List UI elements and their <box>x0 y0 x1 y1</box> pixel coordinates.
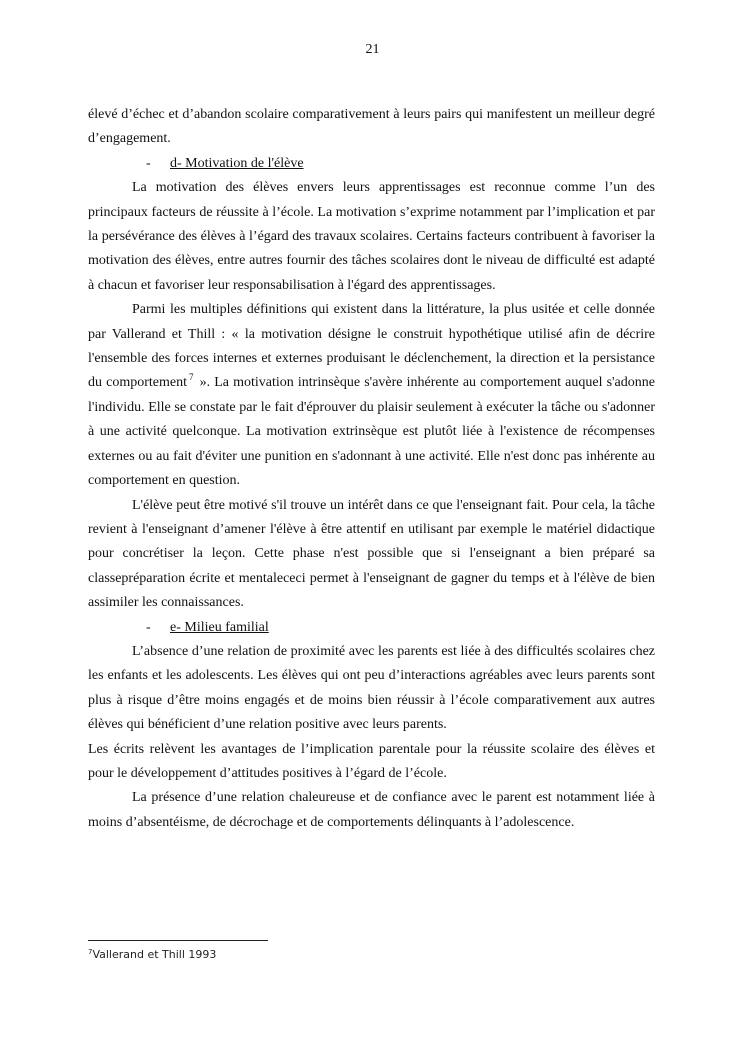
heading-dash: - <box>146 619 151 635</box>
footnote-text: Vallerand et Thill 1993 <box>92 948 217 961</box>
footnote-reference[interactable]: 7 <box>188 372 194 383</box>
paragraph-family-1: L’absence d’une relation de proximité avec les parents est liée à des difficultés scolaires chez les enfants et les adolescents. Les élèves qui ont peu d’interactions agréables avec leurs parents sont plus à risque d’être moins engagés et de moins bien réussir à l’école comparativement aux autres élèves qui bénéficient d’une relation positive avec leurs parents. <box>88 643 655 733</box>
section-heading-motivation <box>88 152 655 176</box>
heading-title: d- Motivation de l'élève <box>170 155 304 171</box>
page-number: 21 <box>365 42 380 57</box>
heading-title: e- Milieu familial <box>170 619 269 635</box>
paragraph-motivation-definition <box>88 298 655 493</box>
section-heading-family <box>88 616 655 640</box>
footnote-separator <box>88 940 268 941</box>
paragraph-text: ». La motivation intrinsèque s'avère inhérente au comportement auquel s'adonne l'individu. Elle se constate par le fait d'éprouver du plaisir seulement à exécuter la tâche ou s'adonner à une activité quelconque. La motivation extrinsèque est plutôt liée à l'existence de récompenses externes ou au fait d'éviter une punition en s'adonnant à une activité. Elle n'est donc pas inhérente au comportement en question. <box>88 375 655 489</box>
paragraph-intro: élevé d’échec et d’abandon scolaire comparativement à leurs pairs qui manifestent un meilleur degré d’engagement. <box>88 107 655 147</box>
paragraph-family-3: La présence d’une relation chaleureuse et de confiance avec le parent est notamment liée à moins d’absentéisme, de décrochage et de comportements délinquants à l’adolescence. <box>88 790 655 830</box>
paragraph-motivation-teacher: L'élève peut être motivé s'il trouve un intérêt dans ce que l'enseignant fait. Pour cela, la tâche revient à l'enseignant d’amener l'élève à être attentif en utilisant par exemple le matériel didactique pour concrétiser la leçon. Cette phase n'est possible que si l'enseignant a bien préparé sa classepréparation écrite et mentalececi permet à l'enseignant de gagner du temps et à l'élève de bien assimiler les connaissances. <box>88 497 655 611</box>
paragraph-motivation-1: La motivation des élèves envers leurs apprentissages est reconnue comme l’un des principaux facteurs de réussite à l’école. La motivation s’exprime notamment par l’implication et par la persévérance des élèves à l’égard des travaux scolaires. Certains facteurs contribuent à favoriser la motivation des élèves, entre autres fournir des tâches scolaires dont le niveau de difficulté est adapté à chacun et favoriser leur responsabilisation à l'égard des apprentissages. <box>88 180 655 293</box>
body-text <box>88 103 655 835</box>
paragraph-text: Parmi les multiples définitions qui existent dans la littérature, la plus usitée et celle donnée par Vallerand et Thill : « la motivation désigne le construit hypothétique utilisé afin de décrire l'ensemble des forces internes et externes produisant le déclenchement, la direction et la persistance du comportement <box>88 302 655 391</box>
heading-dash: - <box>146 155 151 171</box>
footnote-marker: 7 <box>88 948 93 956</box>
paragraph-family-2: Les écrits relèvent les avantages de l’implication parentale pour la réussite scolaire des élèves et pour le développement d’attitudes positives à l’égard de l’école. <box>88 741 655 781</box>
footnote <box>88 948 216 961</box>
